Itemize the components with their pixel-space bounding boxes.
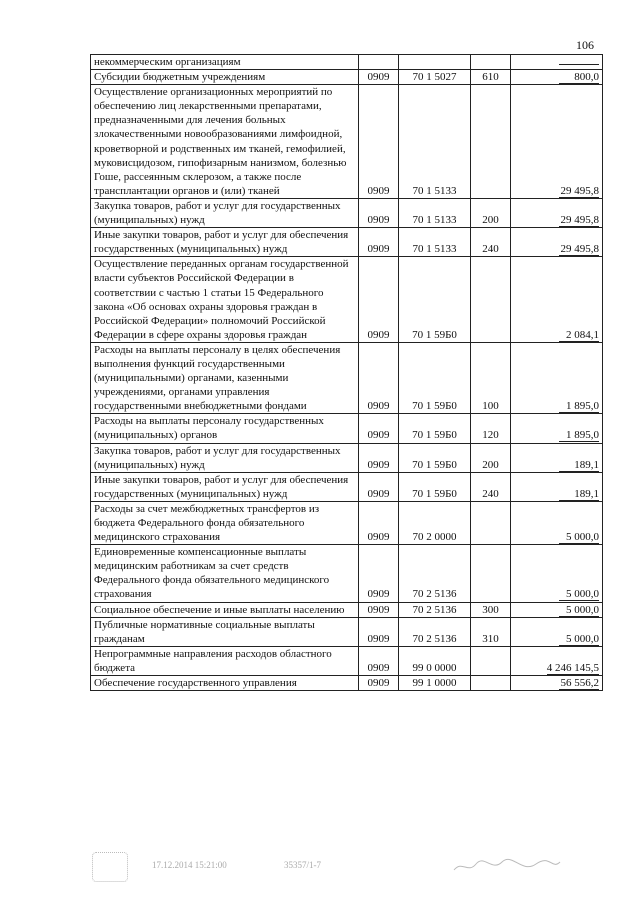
amount-value: 56 556,2 <box>560 677 599 690</box>
table-row <box>91 472 603 501</box>
row-amount-cell <box>511 70 603 85</box>
row-expense-type-cell: 610 <box>471 70 511 85</box>
row-section-cell: 0909 <box>359 443 399 472</box>
row-code-cell: 70 2 5136 <box>399 602 471 617</box>
table-row <box>91 602 603 617</box>
row-section-cell: 0909 <box>359 70 399 85</box>
row-section-cell: 0909 <box>359 472 399 501</box>
row-name-cell: Расходы на выплаты персоналу в целях обеспечения выполнения функций государственными (муниципальными) органами, казенными учреждениями, органами управления государственными внебюджетными фондами <box>91 342 359 413</box>
row-name-cell: Субсидии бюджетным учреждениям <box>91 70 359 85</box>
row-amount-cell <box>511 472 603 501</box>
row-expense-type-cell <box>471 545 511 602</box>
table-row <box>91 545 603 602</box>
row-expense-type-cell: 100 <box>471 342 511 413</box>
row-expense-type-cell: 310 <box>471 617 511 646</box>
row-section-cell: 0909 <box>359 228 399 257</box>
row-expense-type-cell: 200 <box>471 198 511 227</box>
row-code-cell: 70 1 5133 <box>399 228 471 257</box>
row-name-cell: Обеспечение государственного управления <box>91 676 359 691</box>
row-amount-cell <box>511 198 603 227</box>
row-code-cell: 70 1 5133 <box>399 85 471 199</box>
row-code-cell <box>399 55 471 70</box>
row-section-cell: 0909 <box>359 617 399 646</box>
amount-value: 29 495,8 <box>560 243 599 256</box>
row-code-cell: 70 2 5136 <box>399 617 471 646</box>
table-row <box>91 228 603 257</box>
table-row <box>91 443 603 472</box>
row-section-cell: 0909 <box>359 676 399 691</box>
row-section-cell: 0909 <box>359 602 399 617</box>
row-code-cell: 99 0 0000 <box>399 646 471 675</box>
table-row <box>91 257 603 343</box>
row-expense-type-cell: 240 <box>471 228 511 257</box>
row-expense-type-cell <box>471 55 511 70</box>
row-code-cell: 99 1 0000 <box>399 676 471 691</box>
row-amount-cell <box>511 342 603 413</box>
amount-value: 1 895,0 <box>559 400 599 413</box>
row-amount-cell <box>511 602 603 617</box>
row-name-cell: Непрограммные направления расходов областного бюджета <box>91 646 359 675</box>
row-section-cell: 0909 <box>359 501 399 544</box>
row-expense-type-cell <box>471 501 511 544</box>
amount-value: 2 084,1 <box>559 329 599 342</box>
table-row <box>91 55 603 70</box>
row-code-cell: 70 1 5133 <box>399 198 471 227</box>
row-name-cell: Расходы за счет межбюджетных трансфертов из бюджета Федерального фонда обязательного медицинского страхования <box>91 501 359 544</box>
amount-value: 800,0 <box>559 71 599 84</box>
row-code-cell: 70 1 59Б0 <box>399 414 471 443</box>
row-amount-cell <box>511 55 603 70</box>
row-amount-cell <box>511 646 603 675</box>
row-code-cell: 70 2 0000 <box>399 501 471 544</box>
row-section-cell: 0909 <box>359 414 399 443</box>
row-amount-cell <box>511 617 603 646</box>
amount-value: 4 246 145,5 <box>546 661 599 674</box>
amount-value: 5 000,0 <box>559 588 599 601</box>
row-section-cell: 0909 <box>359 257 399 343</box>
row-expense-type-cell <box>471 676 511 691</box>
row-expense-type-cell: 300 <box>471 602 511 617</box>
row-section-cell <box>359 55 399 70</box>
row-expense-type-cell: 240 <box>471 472 511 501</box>
row-section-cell: 0909 <box>359 646 399 675</box>
row-code-cell: 70 1 5027 <box>399 70 471 85</box>
row-code-cell: 70 1 59Б0 <box>399 443 471 472</box>
amount-value: 29 495,8 <box>560 214 599 227</box>
row-amount-cell <box>511 85 603 199</box>
row-code-cell: 70 1 59Б0 <box>399 257 471 343</box>
amount-value: 5 000,0 <box>559 633 599 646</box>
table-row <box>91 676 603 691</box>
table-row <box>91 501 603 544</box>
row-expense-type-cell: 200 <box>471 443 511 472</box>
row-amount-cell <box>511 228 603 257</box>
row-expense-type-cell <box>471 85 511 199</box>
row-code-cell: 70 1 59Б0 <box>399 342 471 413</box>
row-name-cell: Единовременные компенсационные выплаты медицинским работникам за счет средств Федерального фонда обязательного медицинского страхования <box>91 545 359 602</box>
table-row <box>91 646 603 675</box>
row-amount-cell <box>511 501 603 544</box>
row-name-cell: Иные закупки товаров, работ и услуг для обеспечения государственных (муниципальных) нужд <box>91 472 359 501</box>
registration-stamp <box>92 852 128 882</box>
row-amount-cell <box>511 676 603 691</box>
row-expense-type-cell <box>471 257 511 343</box>
table-row <box>91 342 603 413</box>
amount-value <box>559 64 599 65</box>
table-row <box>91 85 603 199</box>
row-name-cell: Расходы на выплаты персоналу государственных (муниципальных) органов <box>91 414 359 443</box>
budget-table <box>90 54 603 691</box>
row-amount-cell <box>511 257 603 343</box>
amount-value: 189,1 <box>559 488 599 501</box>
row-amount-cell <box>511 443 603 472</box>
row-name-cell: Публичные нормативные социальные выплаты гражданам <box>91 617 359 646</box>
row-expense-type-cell <box>471 646 511 675</box>
page-number: 106 <box>576 38 594 52</box>
row-amount-cell <box>511 545 603 602</box>
row-name-cell: Осуществление переданных органам государственной власти субъектов Российской Федерации в соответствии с частью 1 статьи 15 Федерального закона «Об основах охраны здоровья граждан в Российской Федерации» полномочий Российской Федерации в сфере охраны здоровья граждан <box>91 257 359 343</box>
row-code-cell: 70 1 59Б0 <box>399 472 471 501</box>
row-section-cell: 0909 <box>359 198 399 227</box>
row-expense-type-cell: 120 <box>471 414 511 443</box>
row-name-cell: Закупка товаров, работ и услуг для государственных (муниципальных) нужд <box>91 198 359 227</box>
row-section-cell: 0909 <box>359 342 399 413</box>
table-row <box>91 617 603 646</box>
amount-value: 5 000,0 <box>559 531 599 544</box>
footer-doc-id: 35357/1-7 <box>284 860 321 870</box>
row-code-cell: 70 2 5136 <box>399 545 471 602</box>
row-name-cell: некоммерческим организациям <box>91 55 359 70</box>
row-section-cell: 0909 <box>359 85 399 199</box>
row-name-cell: Иные закупки товаров, работ и услуг для обеспечения государственных (муниципальных) нужд <box>91 228 359 257</box>
amount-value: 189,1 <box>559 459 599 472</box>
row-name-cell: Социальное обеспечение и иные выплаты населению <box>91 602 359 617</box>
footer-timestamp: 17.12.2014 15:21:00 <box>152 860 227 870</box>
table-row <box>91 414 603 443</box>
row-amount-cell <box>511 414 603 443</box>
row-name-cell: Осуществление организационных мероприятий по обеспечению лиц лекарственными препаратами, предназначенными для лечения больных злокачественными новообразованиями лимфоидной, кроветворной и родственных им тканей, гемофилией, муковисцидозом, гипофизарным нанизмом, болезнью Гоше, рассеянным склерозом, а также после трансплантации органов и (или) тканей <box>91 85 359 199</box>
table-row <box>91 198 603 227</box>
signature-mark <box>452 856 562 876</box>
row-section-cell: 0909 <box>359 545 399 602</box>
amount-value: 1 895,0 <box>559 429 599 442</box>
table-row <box>91 70 603 85</box>
amount-value: 29 495,8 <box>560 184 599 197</box>
page-footer <box>92 852 612 882</box>
amount-value: 5 000,0 <box>559 604 599 617</box>
row-name-cell: Закупка товаров, работ и услуг для государственных (муниципальных) нужд <box>91 443 359 472</box>
